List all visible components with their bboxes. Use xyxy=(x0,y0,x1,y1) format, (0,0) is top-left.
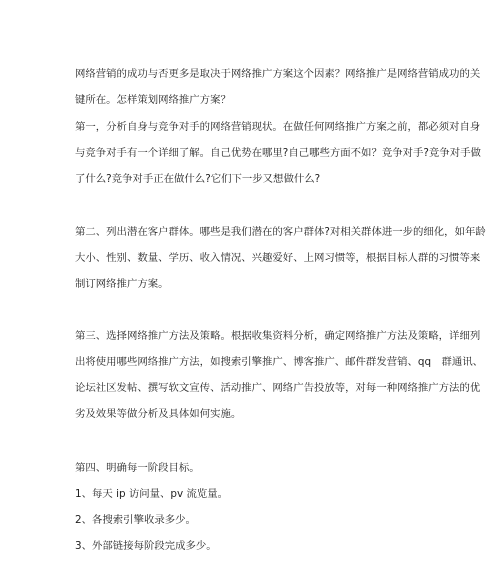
section1-line-1: 第一，分析自身与竞争对手的网络营销现状。在做任何网络推广方案之前，都必须对自身 xyxy=(75,121,481,133)
section3-line-1: 第三、选择网络推广方法及策略。根据收集资料分析，确定网络推广方法及策略，详细列 xyxy=(75,330,481,342)
section4-heading: 第四、明确每一阶段目标。 xyxy=(75,462,200,474)
section3-line-3: 论坛社区发帖、撰写软文宣传、活动推广、网络广告投放等，对每一种网络推广方法的优 xyxy=(75,382,481,394)
intro-line-2: 键所在。怎样策划网络推广方案？ xyxy=(75,94,231,106)
section2-line-2: 大小、性别、数量、学历、收入情况、兴趣爱好、上网习惯等，根据目标人群的习惯等来 xyxy=(75,252,481,264)
intro-line-1: 网络营销的成功与否更多是取决于网络推广方案这个因素？网络推广是网络营销成功的关 xyxy=(75,68,481,80)
section1-line-2: 与竞争对手有一个详细了解。自己优势在哪里?自己哪些方面不如？竞争对手?竞争对手做 xyxy=(75,147,481,159)
section4-item-2: 2、各搜索引擎收录多少。 xyxy=(75,514,196,526)
section2-line-3: 制订网络推广方案。 xyxy=(75,278,169,290)
section4-item-3: 3、外部链接每阶段完成多少。 xyxy=(75,540,217,552)
section3-line-2: 出将使用哪些网络推广方法，如搜索引擎推广、博客推广、邮件群发营销、qq 群通讯、 xyxy=(75,356,484,368)
section4-item-1: 1、每天 ip 访问量、pv 流览量。 xyxy=(75,488,229,500)
section1-line-3: 了什么?竞争对手正在做什么?它们下一步又想做什么? xyxy=(75,173,321,185)
section3-line-4: 劣及效果等做分析及具体如何实施。 xyxy=(75,408,242,420)
section2-line-1: 第二、列出潜在客户群体。哪些是我们潜在的客户群体?对相关群体进一步的细化，如年龄 xyxy=(75,226,486,238)
